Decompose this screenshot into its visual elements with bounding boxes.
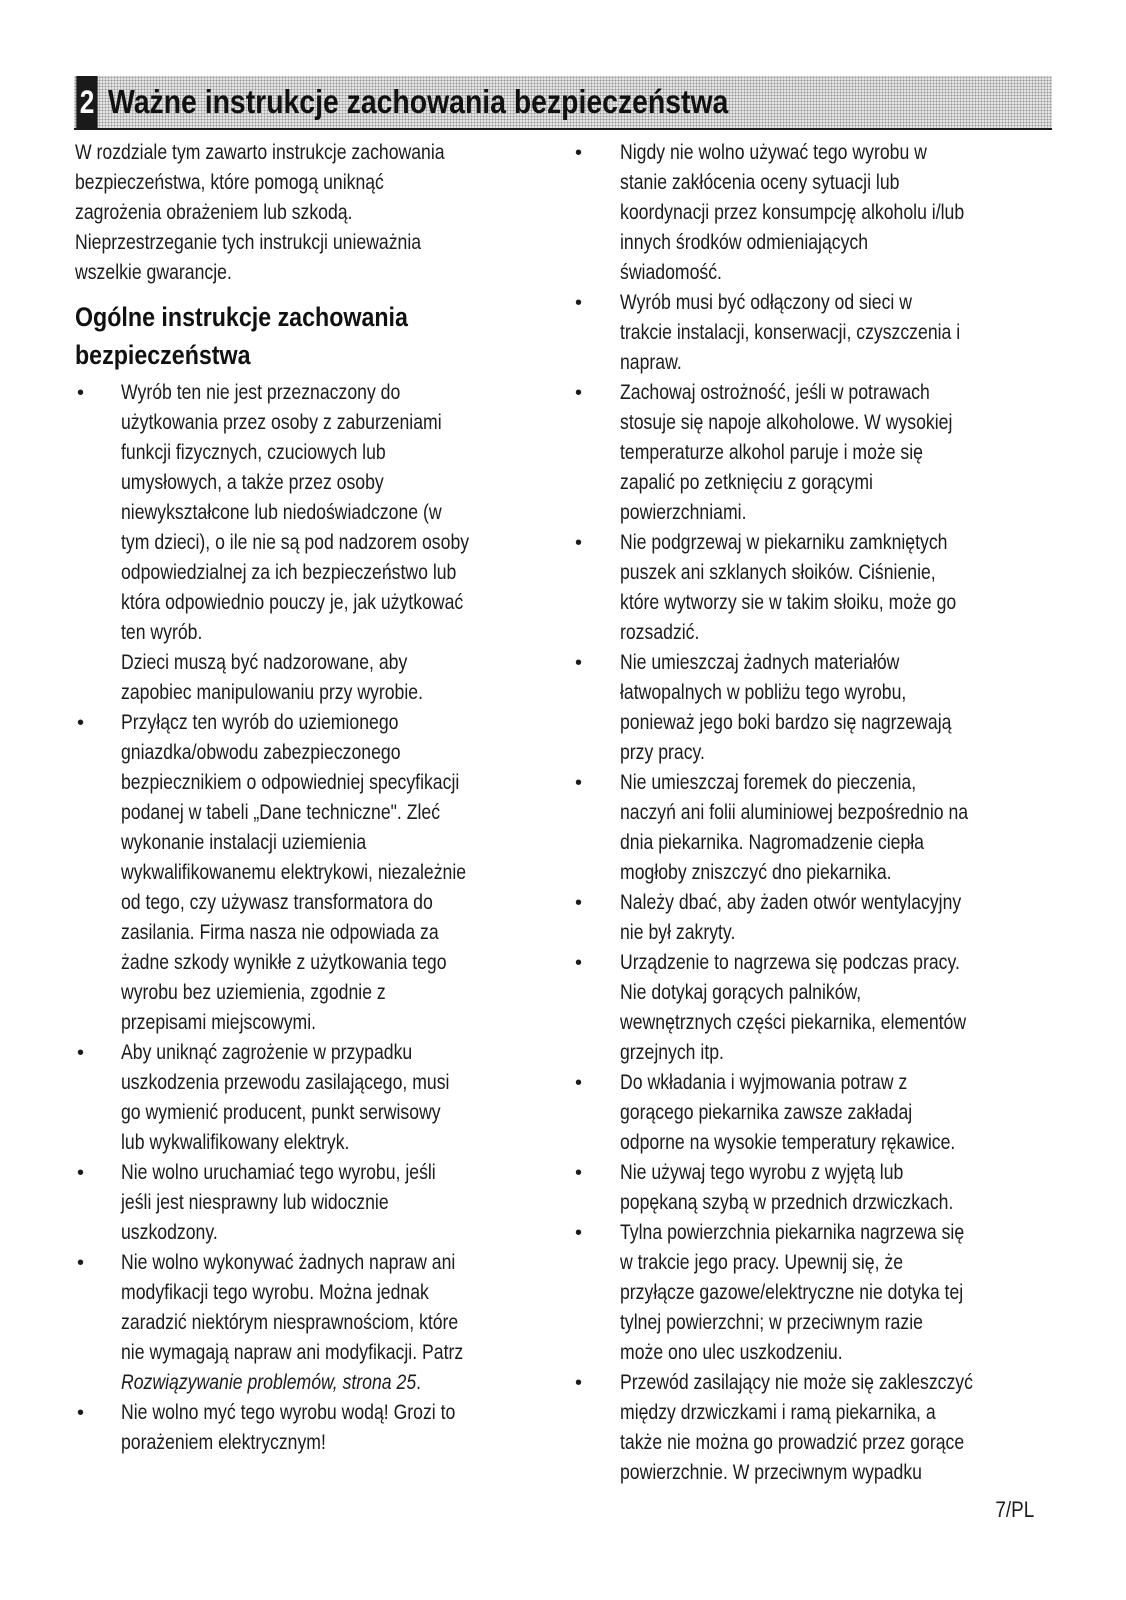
list-item: • Nie wolno uruchamiać tego wyrobu, jeśli jeśli jest niesprawny lub widocznie uszkodzony.	[75, 1158, 545, 1248]
left-column	[75, 138, 545, 1458]
intro-line: Nieprzestrzeganie tych instrukcji unieważnia	[75, 231, 422, 254]
list-item: • Tylna powierzchnia piekarnika nagrzewa się w trakcie jego pracy. Upewnij się, że przyłącze gazowe/elektryczne nie dotyka tej tylnej powierzchni; w przeciwnym razie może ono ulec uszkodzeniu.	[575, 1218, 1045, 1368]
section-heading	[75, 298, 545, 374]
section-heading-line: bezpieczeństwa	[75, 340, 251, 370]
list-item: • Wyrób musi być odłączony od sieci w trakcie instalacji, konserwacji, czyszczenia i napraw.	[575, 288, 1045, 378]
chapter-number: 2	[76, 76, 97, 128]
list-item: • Aby uniknąć zagrożenie w przypadku uszkodzenia przewodu zasilającego, musi go wymienić producent, punkt serwisowy lub wykwalifikowany elektryk.	[75, 1038, 545, 1158]
chapter-title: Ważne instrukcje zachowania bezpieczeństwa	[108, 83, 729, 120]
page-number: 7/PL	[995, 1497, 1034, 1522]
right-bullet-list	[575, 138, 1045, 1488]
cross-reference-link[interactable]: Rozwiązywanie problemów, strona 25	[121, 1371, 417, 1394]
list-item: • Nigdy nie wolno używać tego wyrobu w stanie zakłócenia oceny sytuacji lub koordynacji przez konsumpcję alkoholu i/lub innych środków odmieniających świadomość.	[575, 138, 1045, 288]
left-bullet-list	[75, 378, 545, 1458]
intro-line: zagrożenia obrażeniem lub szkodą.	[75, 201, 353, 224]
list-item: • Nie wolno wykonywać żadnych napraw ani modyfikacji tego wyrobu. Można jednak zaradzić niektórym niesprawnościom, które nie wymagają napraw ani modyfikacji. Patrz Rozwiązywanie problemów, strona 25.	[75, 1248, 545, 1398]
right-column	[575, 138, 1045, 1488]
cross-reference: Rozwiązywanie problemów, strona 25.	[121, 1371, 422, 1394]
list-item: • Nie umieszczaj żadnych materiałów łatwopalnych w pobliżu tego wyrobu, ponieważ jego boki bardzo się nagrzewają przy pracy.	[575, 648, 1045, 768]
intro-line: W rozdziale tym zawarto instrukcje zachowania	[75, 141, 445, 164]
chapter-header	[74, 76, 1052, 130]
list-item: • Nie umieszczaj foremek do pieczenia, naczyń ani folii aluminiowej bezpośrednio na dnia piekarnika. Nagromadzenie ciepła mogłoby zniszczyć dno piekarnika.	[575, 768, 1045, 888]
list-item: • Nie wolno myć tego wyrobu wodą! Grozi to porażeniem elektrycznym!	[75, 1398, 545, 1458]
intro-line: wszelkie gwarancje.	[75, 261, 232, 284]
list-item: • Nie używaj tego wyrobu z wyjętą lub popękaną szybą w przednich drzwiczkach.	[575, 1158, 1045, 1218]
list-item: • Nie podgrzewaj w piekarniku zamkniętych puszek ani szklanych słoików. Ciśnienie, które wytworzy sie w takim słoiku, może go rozsadzić.	[575, 528, 1045, 648]
list-item: • Wyrób ten nie jest przeznaczony do użytkowania przez osoby z zaburzeniami funkcji fizycznych, czuciowych lub umysłowych, a także przez osoby niewykształcone lub niedoświadczone (w tym dzieci), o ile nie są pod nadzorem osoby odpowiedzialnej za ich bezpieczeństwo lub która odpowiednio pouczy je, jak użytkować ten wyrób. Dzieci muszą być nadzorowane, aby zapobiec manipulowaniu przy wyrobie.	[75, 378, 545, 708]
intro-paragraph	[75, 138, 545, 288]
list-item: • Urządzenie to nagrzewa się podczas pracy. Nie dotykaj gorących palników, wewnętrznych części piekarnika, elementów grzejnych itp.	[575, 948, 1045, 1068]
list-item: • Zachowaj ostrożność, jeśli w potrawach stosuje się napoje alkoholowe. W wysokiej temperaturze alkohol paruje i może się zapalić po zetknięciu z gorącymi powierzchniami.	[575, 378, 1045, 528]
list-item: • Przewód zasilający nie może się zakleszczyć między drzwiczkami i ramą piekarnika, a także nie można go prowadzić przez gorące powierzchnie. W przeciwnym wypadku	[575, 1368, 1045, 1488]
section-heading-line: Ogólne instrukcje zachowania	[75, 302, 408, 332]
children-note: zapobiec manipulowaniu przy wyrobie.	[121, 681, 424, 704]
list-item: • Należy dbać, aby żaden otwór wentylacyjny nie był zakryty.	[575, 888, 1045, 948]
children-note: Dzieci muszą być nadzorowane, aby	[121, 651, 408, 674]
list-item: • Przyłącz ten wyrób do uziemionego gniazdka/obwodu zabezpieczonego bezpiecznikiem o odpowiedniej specyfikacji podanej w tabeli „Dane techniczne". Zleć wykonanie instalacji uziemienia wykwalifikowanemu elektrykowi, niezależnie od tego, czy używasz transformatora do zasilania. Firma nasza nie odpowiada za żadne szkody wynikłe z użytkowania tego wyrobu bez uziemienia, zgodnie z przepisami miejscowymi.	[75, 708, 545, 1038]
list-item: • Do wkładania i wyjmowania potraw z gorącego piekarnika zawsze zakładaj odporne na wysokie temperatury rękawice.	[575, 1068, 1045, 1158]
intro-line: bezpieczeństwa, które pomogą uniknąć	[75, 171, 384, 194]
